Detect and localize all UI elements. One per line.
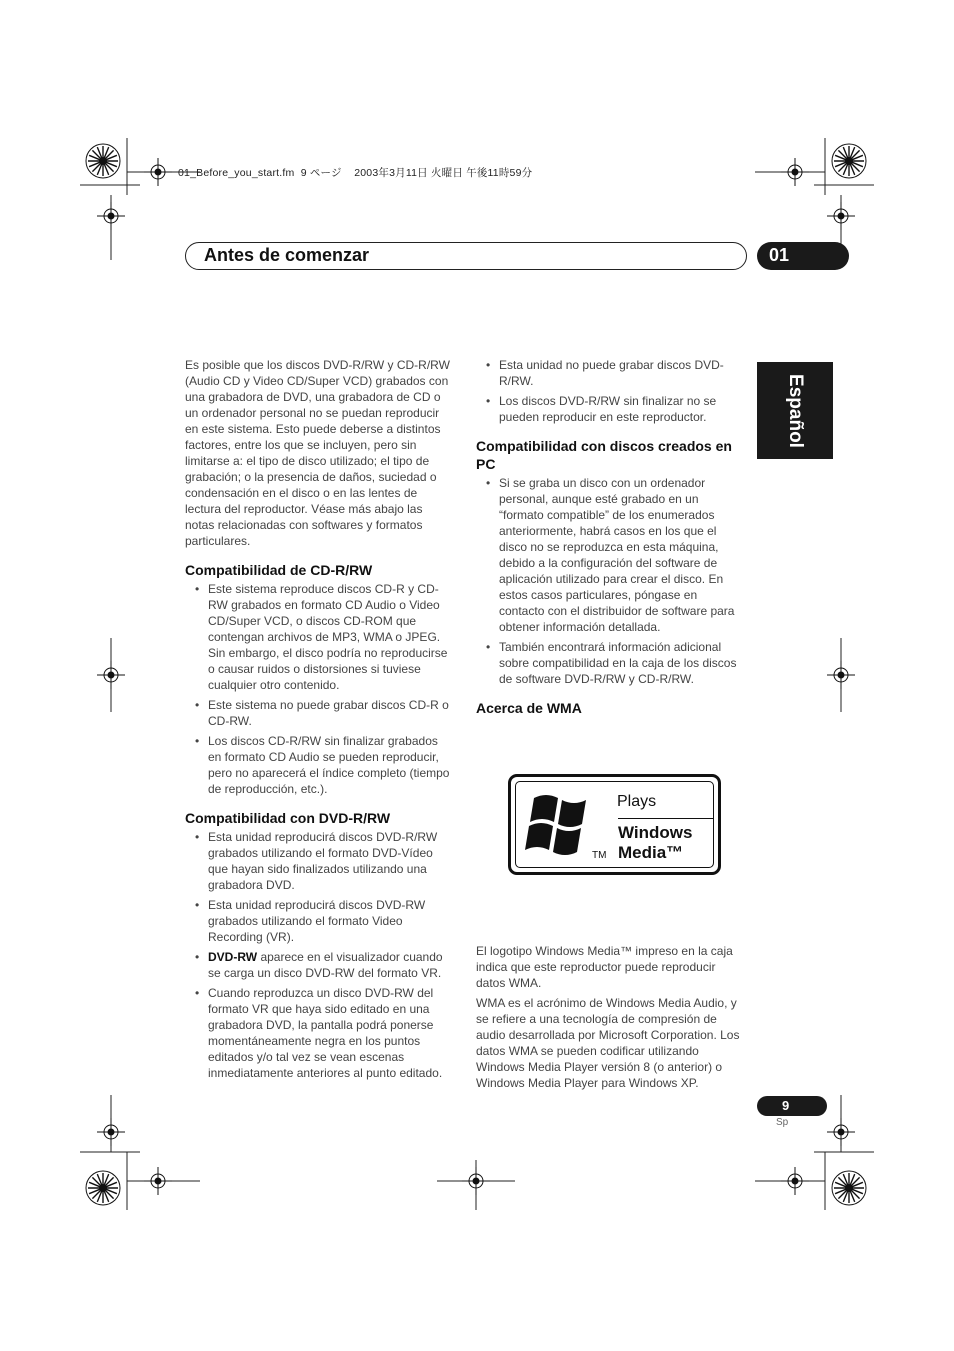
- language-label: Español: [785, 373, 806, 448]
- bold-term: DVD-RW: [208, 950, 258, 964]
- list-item: • Los discos DVD-R/RW sin finalizar no se pueden reproducir en este reproductor.: [476, 393, 744, 425]
- list-item: • Los discos CD-R/RW sin finalizar grabados en formato CD Audio se pueden reproducir, pero no aparecerá el índice completo (tiempo de reproducción, etc.).: [185, 733, 453, 797]
- logo-plays-text: Plays: [617, 793, 657, 810]
- list-item: • Esta unidad no puede grabar discos DVD-R/RW.: [476, 357, 744, 389]
- list-item: • Esta unidad reproducirá discos DVD-R/RW grabados utilizando el formato DVD-Vídeo que hayan sido finalizados utilizando una grabadora DVD.: [185, 829, 453, 893]
- logo-windows-media-text: [618, 823, 692, 863]
- intro-paragraph: Es posible que los discos DVD-R/RW y CD-R/RW (Audio CD y Video CD/Super VCD) grabados con una grabadora de DVD, una grabadora de CD o un ordenador personal no se puedan reproducir en este sistema. Esto puede deberse a distintos factores, entre los que se incluyen, pero sin limitarse a: el tipo de disco utilizado; el tipo de grabación; o la presencia de daños, suciedad o condensación en el disco o en las lentes de lectura del reproductor. Véase más abajo las notas relacionadas con softwares y formatos particulares.: [185, 358, 450, 548]
- list-item: • Esta unidad reproducirá discos DVD-RW grabados utilizando el formato Video Recording (VR).: [185, 897, 453, 945]
- chapter-number: 01: [769, 245, 790, 265]
- dvd-list: [185, 829, 453, 1081]
- list-item: [185, 949, 453, 981]
- page-title: Antes de comenzar: [204, 245, 370, 265]
- language-tab: [757, 362, 833, 459]
- section-heading-dvd: Compatibilidad con DVD-R/RW: [185, 810, 391, 826]
- list-item-text: aparece en el visualizador cuando se carga un disco DVD-RW del formato VR.: [208, 950, 443, 980]
- cd-list: [185, 581, 453, 797]
- logo-media-word: Media™: [618, 843, 684, 862]
- section-heading-pc: Compatibilidad con discos creados en PC: [476, 438, 732, 472]
- logo-inner-frame: [515, 781, 714, 868]
- logo-divider: [618, 818, 713, 819]
- windows-media-logo: [508, 774, 721, 875]
- list-item: • Cuando reproduzca un disco DVD-RW del formato VR que haya sido editado en una grabadora DVD, la pantalla podrá ponerse momentáneamente negra en los puntos editados y/o tal vez se vean escenas inmediatamente anteriores al punto editado.: [185, 985, 453, 1081]
- dvd-extra-list: [476, 357, 744, 425]
- page-language-code: Sp: [776, 1117, 789, 1128]
- logo-windows-word: Windows: [618, 823, 693, 842]
- list-item: • Si se graba un disco con un ordenador personal, aunque esté grabado en un “formato compatible” de los enumerados anteriormente, habrá casos en los que el disco no se reproduzca en esta máquina, debido a la configuración del software de aplicación utilizado para crear el disco. En estos casos particulares, póngase en contacto con el distribuidor de software para obtener información detallada.: [476, 475, 744, 635]
- section-heading-cd: Compatibilidad de CD-R/RW: [185, 562, 373, 578]
- wma-text-block: [476, 943, 744, 1095]
- section-heading-wma: Acerca de WMA: [476, 700, 582, 716]
- wma-paragraph-2: WMA es el acrónimo de Windows Media Audio, y se refiere a una tecnología de compresión de audio desarrollada por Microsoft Corporation. Los datos WMA se pueden codificar utilizando Windows Media Player versión 8 (o anterior) o Windows Media Player para Windows XP.: [476, 996, 740, 1090]
- page-number-badge: [757, 1096, 827, 1116]
- right-column: [476, 357, 744, 719]
- wma-paragraph-1: El logotipo Windows Media™ impreso en la caja indica que este reproductor puede reproducir datos WMA.: [476, 944, 733, 990]
- list-item: • Este sistema no puede grabar discos CD-R o CD-RW.: [185, 697, 453, 729]
- page-number: 9: [782, 1098, 790, 1113]
- pc-list: [476, 475, 744, 687]
- print-header: 01_Before_you_start.fm 9 ページ 2003年3月11日 火曜日 午後11時59分: [178, 167, 533, 179]
- chapter-badge: [757, 242, 849, 270]
- logo-tm-mark: TM: [592, 850, 607, 861]
- windows-flag-icon: [524, 792, 598, 862]
- list-item: • Este sistema reproduce discos CD-R y CD-RW grabados en formato CD Audio o Video CD/Super VCD, o discos CD-ROM que contengan archivos de MP3, WMA o JPEG. Sin embargo, el disco podría no reproducirse o causar ruidos o distorsiones si tuviese cualquier otro contenido.: [185, 581, 453, 693]
- left-column: [185, 357, 453, 1085]
- chapter-title-bar: [185, 242, 747, 270]
- list-item: • También encontrará información adicional sobre compatibilidad en la caja de los discos de software DVD-R/RW y CD-R/RW.: [476, 639, 744, 687]
